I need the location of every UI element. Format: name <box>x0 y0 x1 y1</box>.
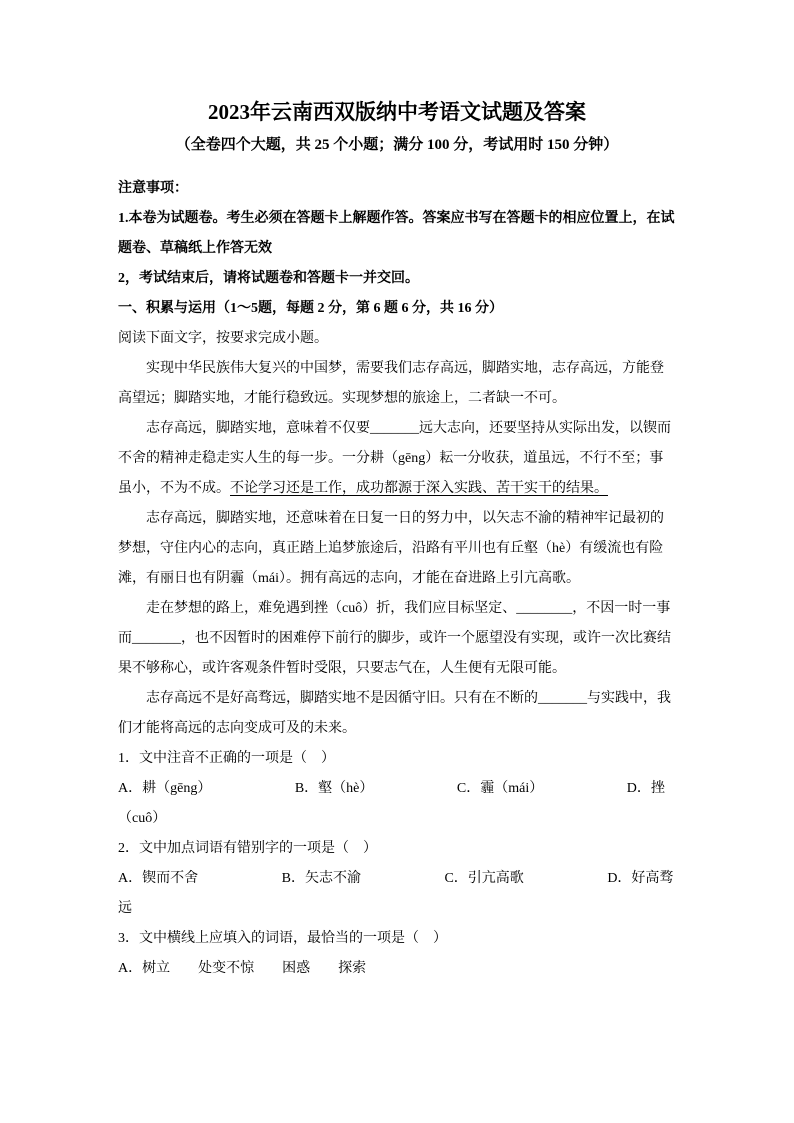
document-subtitle: （全卷四个大题，共 25 个小题；满分 100 分，考试用时 150 分钟） <box>175 137 619 153</box>
notice-heading: 注意事项： <box>118 181 188 196</box>
question-3-option-a: A．树立 处变不惊 困惑 探索 <box>118 961 367 976</box>
question-1 <box>118 744 676 834</box>
question-2-option-d: D．好高骛远 <box>118 871 674 916</box>
question-3-stem: 3．文中横线上应填入的词语，最恰当的一项是（ ） <box>118 931 447 946</box>
question-2-options <box>118 864 676 924</box>
passage-paragraph-4: 走在梦想的路上，难免遇到挫（cuô）折，我们应目标坚定、________，不因一时一事而_______，也不因暂时的困难停下前行的脚步，或许一个愿望没有实现，或许一次比赛结果不够称心，或许客观条件暂时受限，只要志气在，人生便有无限可能。 <box>118 601 671 676</box>
question-1-option-d: D．挫（cuô） <box>118 781 665 826</box>
notice-item-1: 1.本卷为试题卷。考生必须在答题卡上解题作答。答案应书写在答题卡的相应位置上，在试题卷、草稿纸上作答无效 <box>118 211 675 256</box>
passage-paragraph-2-text: 志存高远，脚踏实地，意味着不仅要_______远大志向，还要坚持从实际出发，以锲而不舍的精神走稳走实人生的每一步。一分耕（gēng）耘一分收获，道虽远，不行不至；事虽小，不为不成。 <box>118 421 671 496</box>
question-3 <box>118 924 676 984</box>
question-1-options <box>118 774 676 834</box>
question-3-options <box>118 954 676 984</box>
question-1-option-b: B．壑（hè） <box>294 781 374 796</box>
question-2-option-a: A．锲而不舍 <box>118 871 199 886</box>
reading-instruction: 阅读下面文字，按要求完成小题。 <box>118 331 328 346</box>
question-1-stem: 1．文中注音不正确的一项是（ ） <box>118 751 335 766</box>
passage-paragraph-2-underlined-sentence: 不论学习还是工作，成功都源于深入实践、苦干实干的结果。 <box>230 481 608 496</box>
question-1-option-a: A．耕（gēng） <box>118 781 212 796</box>
document-title: 2023年云南西双版纳中考语文试题及答案 <box>208 100 586 124</box>
notice-item-2: 2，考试结束后，请将试题卷和答题卡一并交回。 <box>118 271 419 286</box>
section-one-heading: 一、积累与运用（1～5题，每题 2 分，第 6 题 6 分，共 16 分） <box>118 301 503 316</box>
question-1-option-c: C．霾（mái） <box>456 781 544 796</box>
passage-paragraph-2 <box>118 414 676 504</box>
question-2-option-c: C．引亢高歌 <box>444 871 524 886</box>
passage-paragraph-3: 志存高远，脚踏实地，还意味着在日复一日的努力中，以矢志不渝的精神牢记最初的梦想，守住内心的志向，真正踏上追梦旅途后，沿路有平川也有丘壑（hè）有缓流也有险滩，有丽日也有阴霾（mái）。拥有高远的志向，才能在奋进路上引亢高歌。 <box>118 511 664 586</box>
passage-paragraph-5: 志存高远不是好高骛远，脚踏实地不是因循守旧。只有在不断的_______与实践中，我们才能将高远的志向变成可及的未来。 <box>118 691 671 736</box>
question-2 <box>118 834 676 924</box>
passage-paragraph-1: 实现中华民族伟大复兴的中国梦，需要我们志存高远，脚踏实地，志存高远，方能登高望远；脚踏实地，才能行稳致远。实现梦想的旅途上，二者缺一不可。 <box>118 361 664 406</box>
question-2-stem: 2．文中加点词语有错别字的一项是（ ） <box>118 841 377 856</box>
question-2-option-b: B．矢志不渝 <box>281 871 361 886</box>
